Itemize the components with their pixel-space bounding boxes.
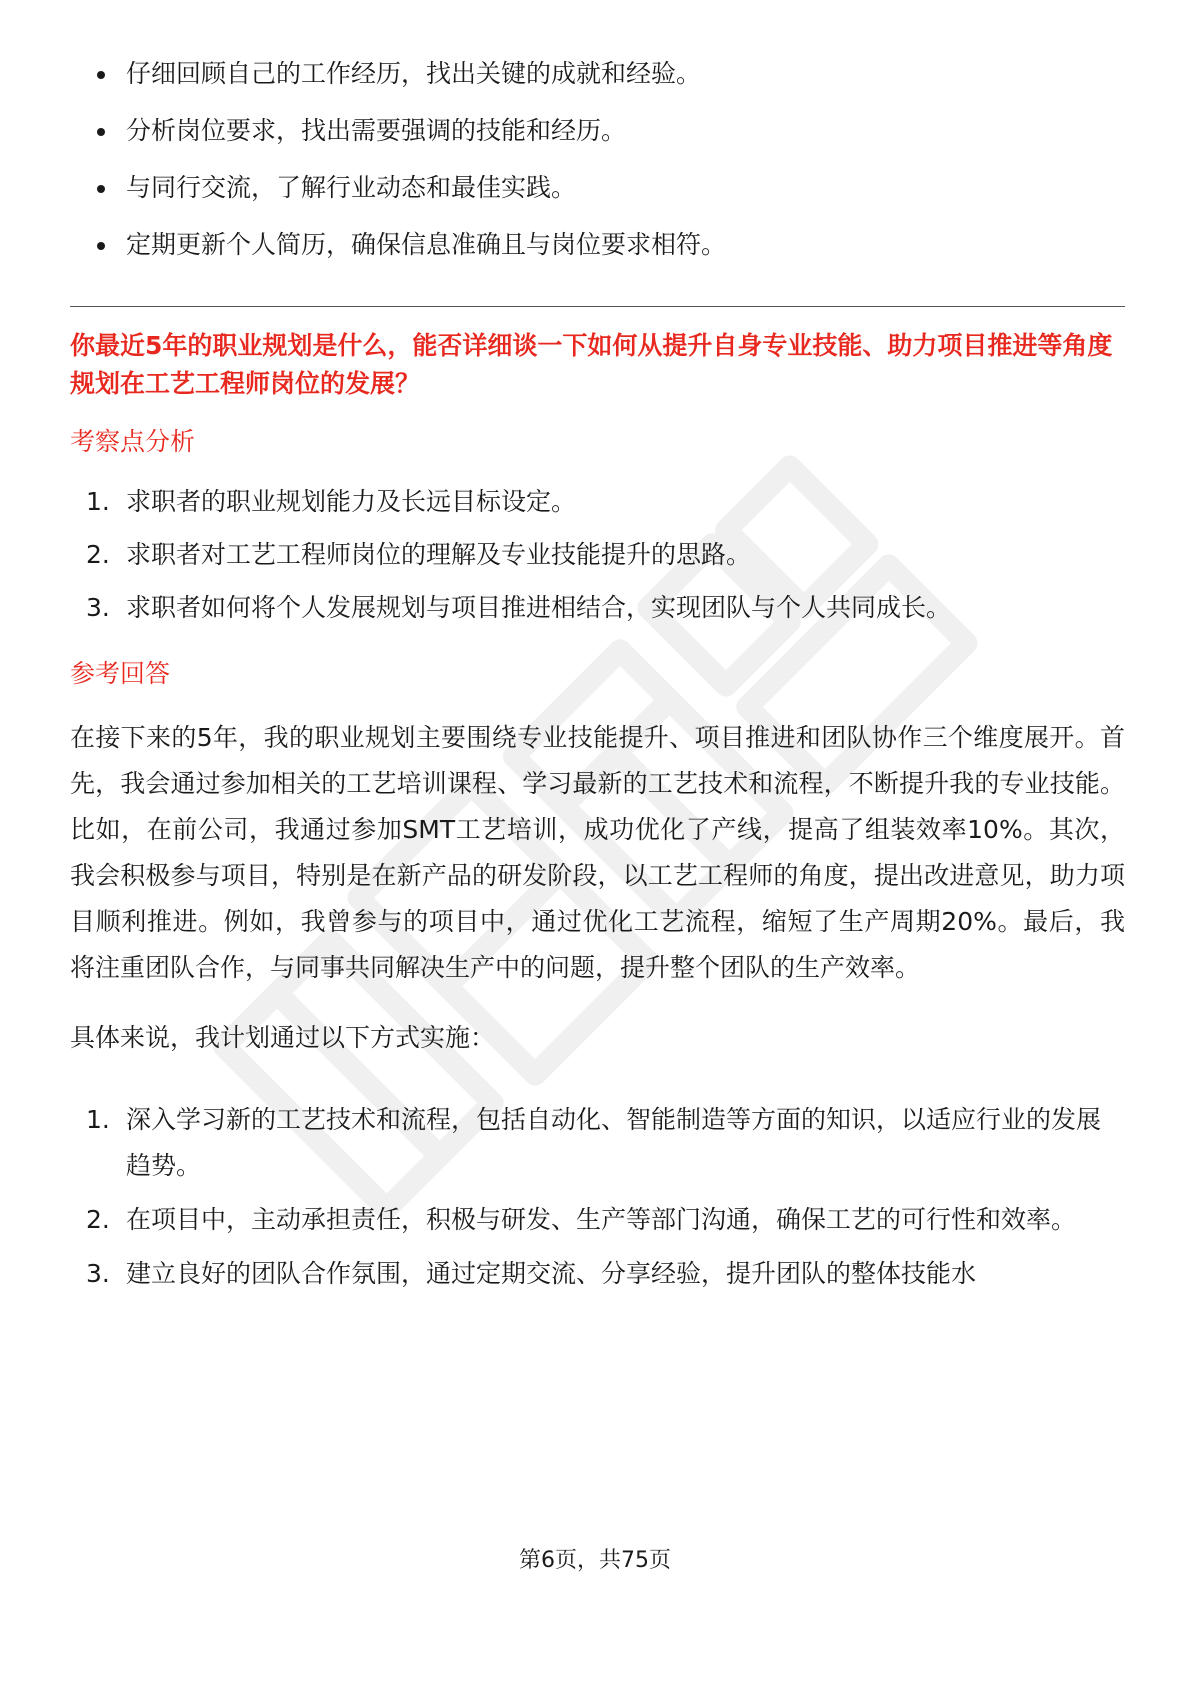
list-item: 与同行交流，了解行业动态和最佳实践。 (70, 169, 1125, 207)
list-item: 定期更新个人简历，确保信息准确且与岗位要求相符。 (70, 226, 1125, 264)
section-divider (70, 306, 1125, 307)
list-text: 求职者的职业规划能力及长远目标设定。 (126, 487, 577, 516)
list-item (70, 536, 1125, 574)
list-item (70, 1197, 1125, 1243)
list-item: 分析岗位要求，找出需要强调的技能和经历。 (70, 112, 1125, 150)
answer-paragraph: 在接下来的5年，我的职业规划主要围绕专业技能提升、项目推进和团队协作三个维度展开。首先，我会通过参加相关的工艺培训课程、学习最新的工艺技术和流程，不断提升我的专业技能。比如，在前公司，我通过参加SMT工艺培训，成功优化了产线，提高了组装效率10%。其次，我会积极参与项目，特别是在新产品的研发阶段，以工艺工程师的角度，提出改进意见，助力项目顺利推进。例如，我曾参与的项目中，通过优化工艺流程，缩短了生产周期20%。最后，我将注重团队合作，与同事共同解决生产中的问题，提升整个团队的生产效率。 (70, 723, 1125, 982)
analysis-list (70, 483, 1125, 627)
list-text: 建立良好的团队合作氛围，通过定期交流、分享经验，提升团队的整体技能水 (126, 1259, 977, 1288)
answer-title: 参考回答 (70, 659, 171, 688)
list-text: 深入学习新的工艺技术和流程，包括自动化、智能制造等方面的知识，以适应行业的发展趋势。 (126, 1105, 1102, 1180)
plan-lead: 具体来说，我计划通过以下方式实施： (70, 1023, 496, 1052)
list-number: 1. (86, 487, 110, 516)
tips-list (70, 55, 1125, 264)
question-heading: 你最近5年的职业规划是什么，能否详细谈一下如何从提升自身专业技能、助力项目推进等角度规划在工艺工程师岗位的发展？ (70, 331, 1113, 398)
list-text: 在项目中，主动承担责任，积极与研发、生产等部门沟通，确保工艺的可行性和效率。 (126, 1205, 1077, 1234)
plan-list (70, 1097, 1125, 1297)
content (70, 55, 1125, 1305)
list-item (70, 1097, 1125, 1189)
list-item (70, 589, 1125, 627)
list-number: 1. (86, 1105, 110, 1134)
list-number: 2. (86, 540, 110, 569)
list-item (70, 1251, 1125, 1297)
list-number: 3. (86, 593, 110, 622)
list-text: 求职者如何将个人发展规划与项目推进相结合，实现团队与个人共同成长。 (126, 593, 952, 622)
list-number: 2. (86, 1205, 110, 1234)
list-text: 求职者对工艺工程师岗位的理解及专业技能提升的思路。 (126, 540, 752, 569)
list-item (70, 483, 1125, 521)
list-item: 仔细回顾自己的工作经历，找出关键的成就和经验。 (70, 55, 1125, 93)
page-number: 第6页，共75页 (519, 1548, 671, 1573)
analysis-title: 考察点分析 (70, 427, 196, 456)
list-number: 3. (86, 1259, 110, 1288)
